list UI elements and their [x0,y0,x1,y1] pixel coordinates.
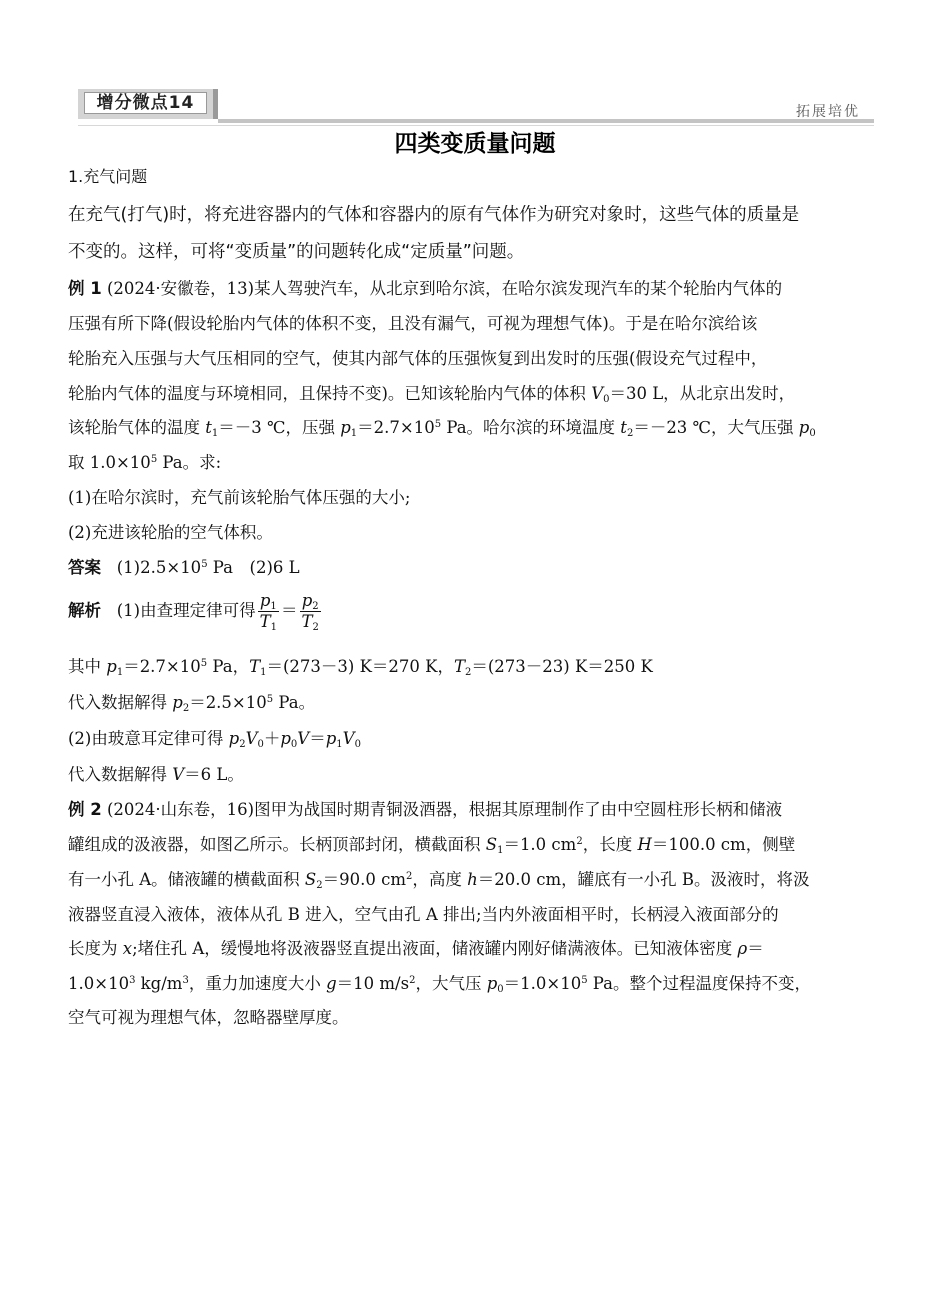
analysis-line-3 [68,689,315,713]
sup: 5 [266,694,274,705]
text: ＝90.0 cm [322,870,406,889]
answer-label: 答案 [68,558,101,577]
var: T [249,657,261,676]
text: 1.0×10 [68,974,130,993]
text: Pa， [207,657,250,676]
section-heading: 1.充气问题 [68,167,148,186]
text: ＋ [263,729,281,748]
text: 罐组成的汲液器，如图乙所示。长柄顶部封闭，横截面积 [68,835,486,854]
var: p [259,591,271,610]
text: 代入数据解得 [68,693,173,712]
var: t [620,418,627,437]
intro-line-1: 在充气(打气)时，将充进容器内的气体和容器内的原有气体作为研究对象时，这些气体的质量是 [68,205,800,225]
var: t [205,418,212,437]
text: (2)由玻意耳定律可得 [68,729,229,748]
var: p [106,657,117,676]
sub: 2 [626,428,634,439]
header-right-label: 拓展培优 [796,104,860,120]
text: ＝ [747,939,764,958]
text: ＝2.7×10 [123,657,201,676]
text: 长度为 [68,939,123,958]
text: ，高度 [412,870,468,889]
text: ＝30 L，从北京出发时， [609,384,796,403]
var: V [297,729,310,748]
sup: 5 [200,658,208,669]
example2-source: (2024·山东卷，16) [106,800,255,819]
sub: 0 [809,428,816,439]
text: 代入数据解得 [68,765,173,784]
text: ＝1.0 cm [503,835,577,854]
sub: 2 [182,703,190,714]
example2-line-6 [68,970,811,994]
var: x [122,939,133,958]
var: V [591,384,604,403]
text: ，长度 [582,835,638,854]
text: Pa。 [273,693,316,712]
text: Pa。求: [157,453,222,472]
sup: 3 [182,975,189,986]
example1-label: 例 1 [68,279,102,298]
text: ＝2.5×10 [189,693,267,712]
sub: 1 [270,622,278,633]
sup: 5 [201,559,208,570]
header-rule [218,119,874,123]
var: g [326,974,337,993]
sub: 0 [290,739,298,750]
analysis-line-5 [68,761,244,785]
var: p [280,729,291,748]
var: S [485,835,498,854]
text: 轮胎内气体的温度与环境相同，且保持不变)。已知该轮胎内气体的体积 [68,384,592,403]
sub: 1 [336,739,343,750]
fraction-p2-T2 [300,591,321,632]
section-tab-label: 增分微点14 [84,92,207,114]
sup: 2 [576,836,583,847]
sub: 0 [497,984,504,995]
example2-label: 例 2 [68,800,102,819]
example1-line-5 [68,414,816,438]
var: p [172,693,183,712]
text: ＝20.0 cm，罐底有一小孔 B。汲液时，将汲 [477,870,810,889]
text: 其中 [68,657,107,676]
example1-line-3: 轮胎充入压强与大气压相同的空气，使其内部气体的压强恢复到出发时的压强(假设充气过程中， [68,349,768,368]
sub: 2 [239,739,246,750]
intro-line-2: 不变的。这样，可将“变质量”的问题转化成“定质量”问题。 [68,242,525,262]
text: ＝1.0×10 [503,974,582,993]
analysis-line-2 [68,653,653,677]
var: p [486,974,498,993]
text: ＝ [309,729,326,748]
example1-line-1 [68,275,782,299]
example2-line-3 [68,866,809,890]
text: ＝－23 ℃，大气压强 [633,418,799,437]
text: 有一小孔 A。储液罐的横截面积 [68,870,305,889]
example2-line-1 [68,796,782,820]
text: ＝100.0 cm，侧壁 [651,835,796,854]
text: ＝(273－23) K＝250 K [471,657,653,676]
sup: 2 [405,871,413,882]
sub: 0 [257,739,264,750]
sup: 5 [581,975,588,986]
sub: 1 [350,428,358,439]
var: h [467,870,478,889]
text: ，大气压 [415,974,487,993]
var: T [259,612,271,631]
example2-line-7: 空气可视为理想气体，忽略器壁厚度。 [68,1008,349,1027]
example2-line-2 [68,831,795,855]
sub: 2 [312,601,319,612]
analysis-line-4 [68,725,361,749]
sub: 0 [354,739,361,750]
analysis-label: 解析 [68,601,101,620]
sup: 3 [129,975,136,986]
sub: 1 [270,601,277,612]
text: 某人驾驶汽车，从北京到哈尔滨，在哈尔滨发现汽车的某个轮胎内气体的 [254,279,783,298]
sub: 0 [603,394,610,405]
page-title: 四类变质量问题 [394,131,556,157]
example1-line-4 [68,380,795,404]
var: p [798,418,810,437]
text: ＝10 m/s [336,974,410,993]
question-1: (1)在哈尔滨时，充气前该轮胎气体压强的大小; [68,488,411,507]
sup: 5 [434,419,442,430]
text: 取 1.0×10 [68,453,151,472]
var: ρ [737,939,748,958]
text: ＝－3 ℃，压强 [218,418,341,437]
example1-source: (2024·安徽卷，13) [106,279,255,298]
text: ＝2.7×10 [357,418,435,437]
section-tab [78,89,218,119]
var: H [637,835,652,854]
question-2: (2)充进该轮胎的空气体积。 [68,523,273,542]
var: p [340,418,351,437]
text: Pa (2)6 L [207,558,300,577]
text: Pa。哈尔滨的环境温度 [441,418,621,437]
sub: 2 [465,667,472,678]
var: V [342,729,355,748]
var: p [325,729,337,748]
text: ＝6 L。 [184,765,244,784]
text: ;堵住孔 A，缓慢地将汲液器竖直提出液面，储液罐内刚好储满液体。已知液体密度 [132,939,738,958]
var: T [301,612,313,631]
var: V [245,729,258,748]
var: p [301,591,313,610]
var: p [228,729,240,748]
text: (1)由查理定律可得 [116,601,256,620]
sub: 1 [497,845,504,856]
example2-line-4: 液器竖直浸入液体，液体从孔 B 进入，空气由孔 A 排出;当内外液面相平时，长柄浸入液面部分的 [68,905,779,924]
var: T [453,657,465,676]
analysis-line-1: 解析 (1)由查理定律可得 $\frac{p_1}{T_1}$ ＝ $\frac{p_2}{T_2}$ [68,591,319,633]
sub: 1 [260,667,267,678]
text: ，重力加速度大小 [188,974,327,993]
sub: 2 [312,622,319,633]
sub: 1 [211,428,219,439]
text: (1)2.5×10 [116,558,202,577]
sub: 2 [316,880,323,891]
sup: 2 [409,975,416,986]
sub: 1 [116,667,124,678]
text: 该轮胎气体的温度 [68,418,206,437]
text: 图甲为战国时期青铜汲酒器，根据其原理制作了由中空圆柱形长柄和储液 [254,800,783,819]
var: S [304,870,317,889]
example1-line-6 [68,449,221,473]
example2-line-5 [68,935,764,959]
answer-line [68,554,300,578]
text: ＝(273－3) K＝270 K， [266,657,454,676]
var: V [172,765,185,784]
fraction-p1-T1 [258,591,279,632]
text: kg/m [135,974,183,993]
text: Pa。整个过程温度保持不变， [587,974,812,993]
sup: 5 [150,454,158,465]
example1-line-2: 压强有所下降(假设轮胎内气体的体积不变，且没有漏气，可视为理想气体)。于是在哈尔滨给该 [68,314,758,333]
